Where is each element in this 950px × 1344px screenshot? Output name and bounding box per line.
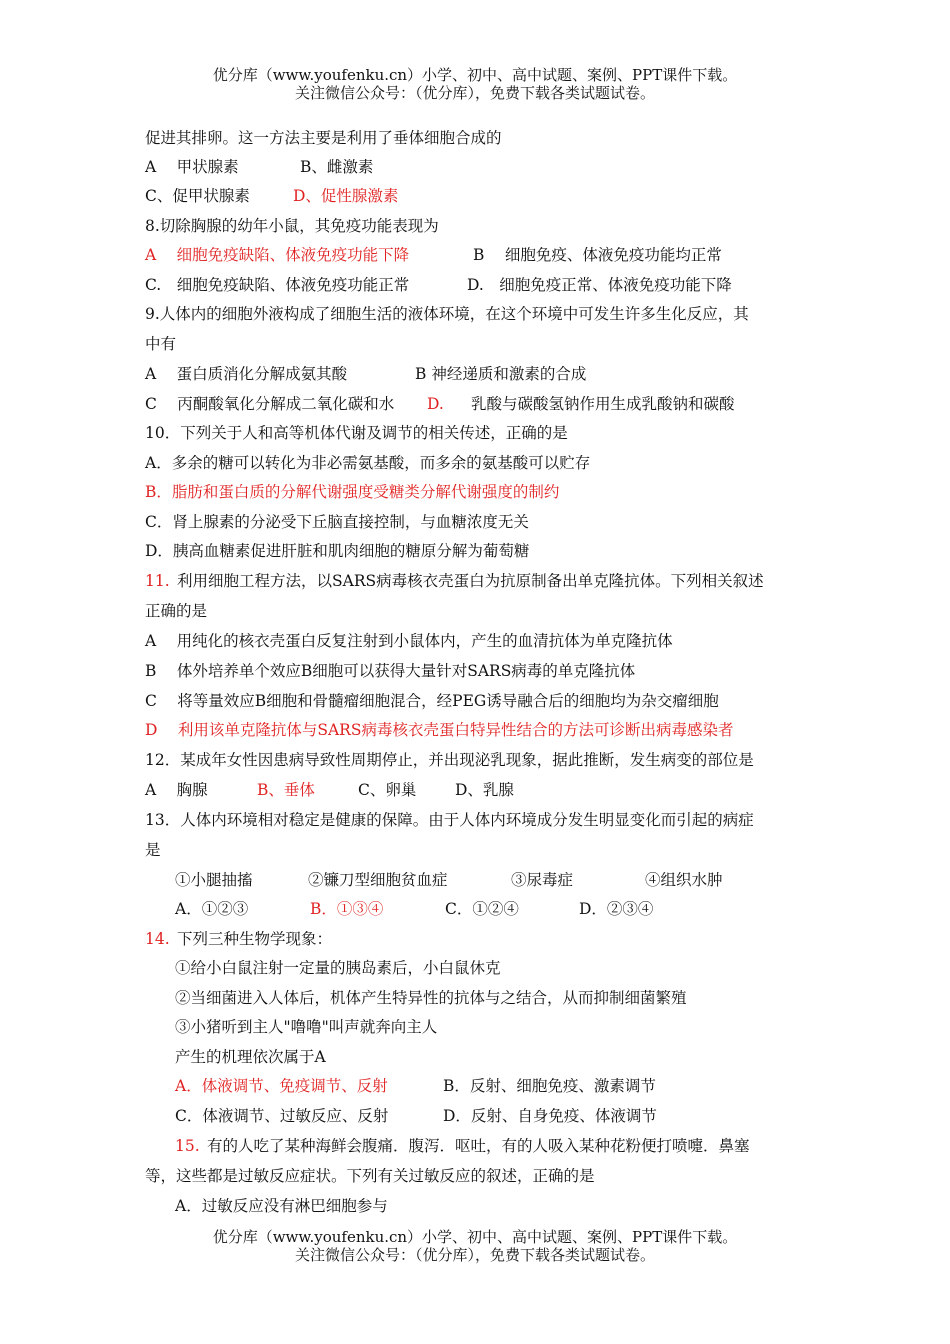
footer-line-1: 优分库（www.youfenku.cn）小学、初中、高中试题、案例、PPT课件下载。 <box>212 1228 738 1246</box>
q14-number: 14. <box>145 930 170 948</box>
q9-option-a: A 蛋白质消化分解成氨其酸 <box>145 365 348 383</box>
q13-item-1: ①小腿抽搐 <box>175 871 253 889</box>
footer-line-2: 关注微信公众号：（优分库），免费下载各类试题试卷。 <box>294 1246 655 1264</box>
q15-stem-text: 有的人吃了某种海鲜会腹痛．腹泻．呕吐，有的人吸入某种花粉便打喷嚏．鼻塞 <box>207 1137 750 1155</box>
q8-option-b: B 细胞免疫、体液免疫功能均正常 <box>473 246 722 264</box>
q10-option-b-answer: B．脂肪和蛋白质的分解代谢强度受糖类分解代谢强度的制约 <box>145 483 560 501</box>
q13-option-c: C．①②④ <box>445 900 519 918</box>
q9-option-c: C 丙酮酸氧化分解成二氧化碳和水 <box>145 395 395 413</box>
q13-option-a: A．①②③ <box>175 900 249 918</box>
q11-number: 11. <box>145 572 170 590</box>
q13-stem-line1: 13．人体内环境相对稳定是健康的保障。由于人体内环境成分发生明显变化而引起的病症 <box>145 811 754 829</box>
q11-option-a: A 用纯化的核衣壳蛋白反复注射到小鼠体内，产生的血清抗体为单克隆抗体 <box>145 632 673 650</box>
q8-stem: 8.切除胸腺的幼年小鼠，其免疫功能表现为 <box>145 217 439 235</box>
q7-option-d-answer: D、促性腺激素 <box>293 187 399 205</box>
q11-option-d-answer: D 利用该单克隆抗体与SARS病毒核衣壳蛋白特异性结合的方法可诊断出病毒感染者 <box>145 721 734 739</box>
q13-option-b-answer: B．①③④ <box>310 900 384 918</box>
q13-item-4: ④组织水肿 <box>645 871 723 889</box>
q13-item-3: ③尿毒症 <box>511 871 574 889</box>
q15-stem-line2: 等，这些都是过敏反应症状。下列有关过敏反应的叙述，正确的是 <box>145 1167 595 1185</box>
q7-option-c: C、促甲状腺素 <box>145 187 250 205</box>
q14-item-1: ①给小白鼠注射一定量的胰岛素后，小白鼠休克 <box>175 959 501 977</box>
q9-stem-line2: 中有 <box>145 335 177 353</box>
q9-option-d-label: D. <box>427 395 444 413</box>
q8-option-c: C. 细胞免疫缺陷、体液免疫功能正常 <box>145 276 410 294</box>
q14-tail: 产生的机理依次属于A <box>175 1048 326 1066</box>
q14-option-b: B．反射、细胞免疫、激素调节 <box>443 1077 656 1095</box>
q8-option-a-answer: A 细胞免疫缺陷、体液免疫功能下降 <box>145 246 410 264</box>
q10-option-a: A．多余的糖可以转化为非必需氨基酸，而多余的氨基酸可以贮存 <box>145 454 591 472</box>
q10-option-d: D．胰高血糖素促进肝脏和肌肉细胞的糖原分解为葡萄糖 <box>145 542 530 560</box>
q14-item-2: ②当细菌进入人体后，机体产生特异性的抗体与之结合，从而抑制细菌繁殖 <box>175 989 687 1007</box>
q9-option-d-text: 乳酸与碳酸氢钠作用生成乳酸钠和碳酸 <box>471 395 735 413</box>
q10-stem: 10．下列关于人和高等机体代谢及调节的相关传述，正确的是 <box>145 424 568 442</box>
q14-option-d: D．反射、自身免疫、体液调节 <box>443 1107 657 1125</box>
q12-option-a: A 胸腺 <box>145 781 208 799</box>
q12-option-c: C、卵巢 <box>358 781 417 799</box>
q11-option-c: C 将等量效应B细胞和骨髓瘤细胞混合，经PEG诱导融合后的细胞均为杂交瘤细胞 <box>145 692 719 710</box>
q12-stem: 12．某成年女性因患病导致性周期停止，并出现泌乳现象，据此推断，发生病变的部位是 <box>145 751 754 769</box>
header-line-1: 优分库（www.youfenku.cn）小学、初中、高中试题、案例、PPT课件下载。 <box>212 66 738 84</box>
q13-stem-line2: 是 <box>145 841 161 859</box>
q11-option-b: B 体外培养单个效应B细胞可以获得大量针对SARS病毒的单克隆抗体 <box>145 662 636 680</box>
q9-stem-line1: 9.人体内的细胞外液构成了细胞生活的液体环境，在这个环境中可发生许多生化反应，其 <box>145 305 749 323</box>
header-line-2: 关注微信公众号：（优分库），免费下载各类试题试卷。 <box>294 84 655 102</box>
q13-option-d: D．②③④ <box>579 900 654 918</box>
q11-stem-text: 利用细胞工程方法，以SARS病毒核衣壳蛋白为抗原制备出单克隆抗体。下列相关叙述 <box>177 572 764 590</box>
q12-option-d: D、乳腺 <box>455 781 514 799</box>
q7-option-b: B、雌激素 <box>300 158 374 176</box>
q15-number: 15. <box>175 1137 200 1155</box>
page-header <box>0 66 950 102</box>
q14-item-3: ③小猪听到主人"噜噜"叫声就奔向主人 <box>175 1018 438 1036</box>
q13-item-2: ②镰刀型细胞贫血症 <box>308 871 448 889</box>
q14-option-c: C．体液调节、过敏反应、反射 <box>175 1107 389 1125</box>
q8-option-d: D. 细胞免疫正常、体液免疫功能下降 <box>467 276 732 294</box>
q12-option-b-answer: B、垂体 <box>257 781 315 799</box>
q7-option-a: A 甲状腺素 <box>145 158 239 176</box>
q7-stem-tail: 促进其排卵。这一方法主要是利用了垂体细胞合成的 <box>145 129 502 147</box>
q9-option-b: B 神经递质和激素的合成 <box>415 365 587 383</box>
q11-stem-line2: 正确的是 <box>145 602 208 620</box>
q15-option-a: A．过敏反应没有淋巴细胞参与 <box>175 1197 388 1215</box>
q14-option-a-answer: A．体液调节、免疫调节、反射 <box>175 1077 388 1095</box>
q10-option-c: C．肾上腺素的分泌受下丘脑直接控制，与血糖浓度无关 <box>145 513 529 531</box>
q14-stem-text: 下列三种生物学现象： <box>177 930 333 948</box>
page-footer <box>0 1228 950 1264</box>
